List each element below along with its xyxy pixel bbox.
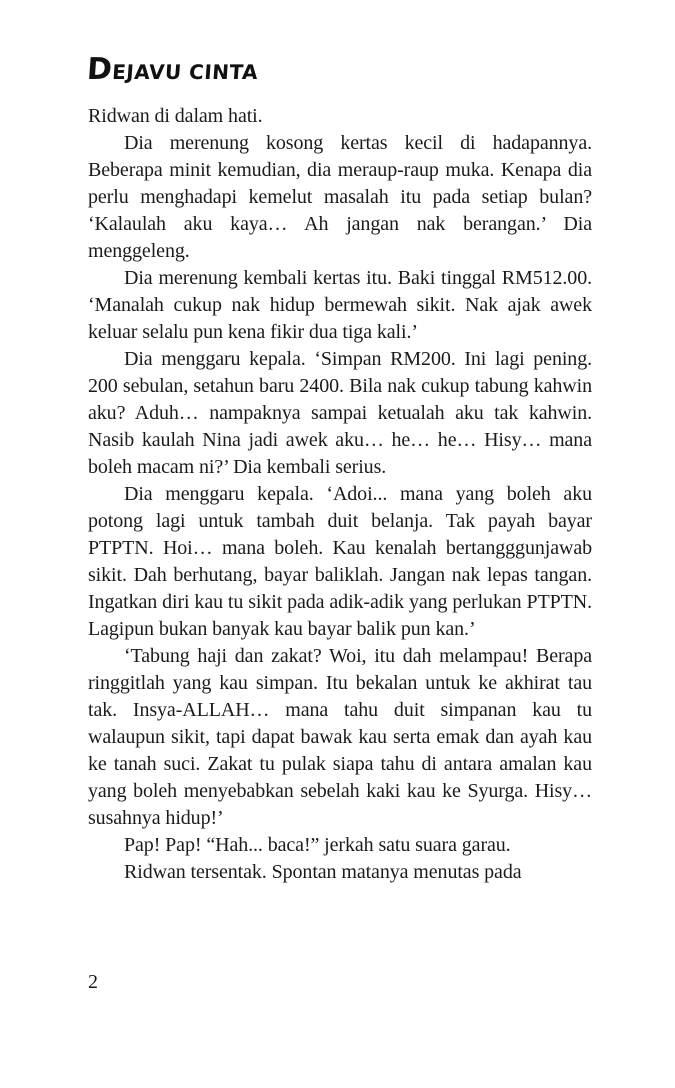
paragraph: Dia merenung kembali kertas itu. Baki tinggal RM512.00. ‘Manalah cukup nak hidup bermewah sikit. Nak ajak awek keluar selalu pun kena fikir dua tiga kali.’ (88, 267, 592, 343)
page-text (88, 103, 592, 886)
paragraph: ‘Tabung haji dan zakat? Woi, itu dah melampau! Berapa ringgitlah yang kau simpan. Itu bekalan untuk ke akhirat tau tak. Insya-ALLAH… mana tahu duit simpanan kau tu walaupun sikit, tapi dapat bawak kau serta emak dan ayah kau ke tanah suci. Zakat tu pulak siapa tahu di antara amalan kau yang boleh menyebabkan sebelah kaki kau ke Syurga. Hisy… susahnya hidup!’ (88, 645, 592, 829)
paragraph: Pap! Pap! “Hah... baca!” jerkah satu suara garau. (124, 834, 511, 856)
paragraph: Dia merenung kosong kertas kecil di hadapannya. Beberapa minit kemudian, dia meraup-raup muka. Kenapa dia perlu menghadapi kemelut masalah itu pada setiap bulan? ‘Kalaulah aku kaya… Ah jangan nak berangan.’ Dia menggeleng. (88, 132, 592, 262)
page-number: 2 (88, 971, 98, 993)
paragraph: Ridwan tersentak. Spontan matanya menutas pada (124, 861, 522, 883)
paragraph: Dia menggaru kepala. ‘Adoi... mana yang boleh aku potong lagi untuk tambah duit belanja. Tak payah bayar PTPTN. Hoi… mana boleh. Kau kenalah bertangggunjawab sikit. Dah berhutang, bayar baliklah. Jangan nak lepas tangan. Ingatkan diri kau tu sikit pada adik-adik yang perlukan PTPTN. Lagipun bukan banyak kau bayar balik pun kan.’ (88, 483, 592, 640)
book-title-header: DEJAVU CINTA (85, 52, 259, 87)
paragraph: Ridwan di dalam hati. (88, 105, 263, 127)
paragraph: Dia menggaru kepala. ‘Simpan RM200. Ini lagi pening. 200 sebulan, setahun baru 2400. Bila nak cukup tabung kahwin aku? Aduh… nampaknya sampai ketualah aku tak kahwin. Nasib kaulah Nina jadi awek aku… he… he… Hisy… mana boleh macam ni?’ Dia kembali serius. (88, 348, 592, 478)
